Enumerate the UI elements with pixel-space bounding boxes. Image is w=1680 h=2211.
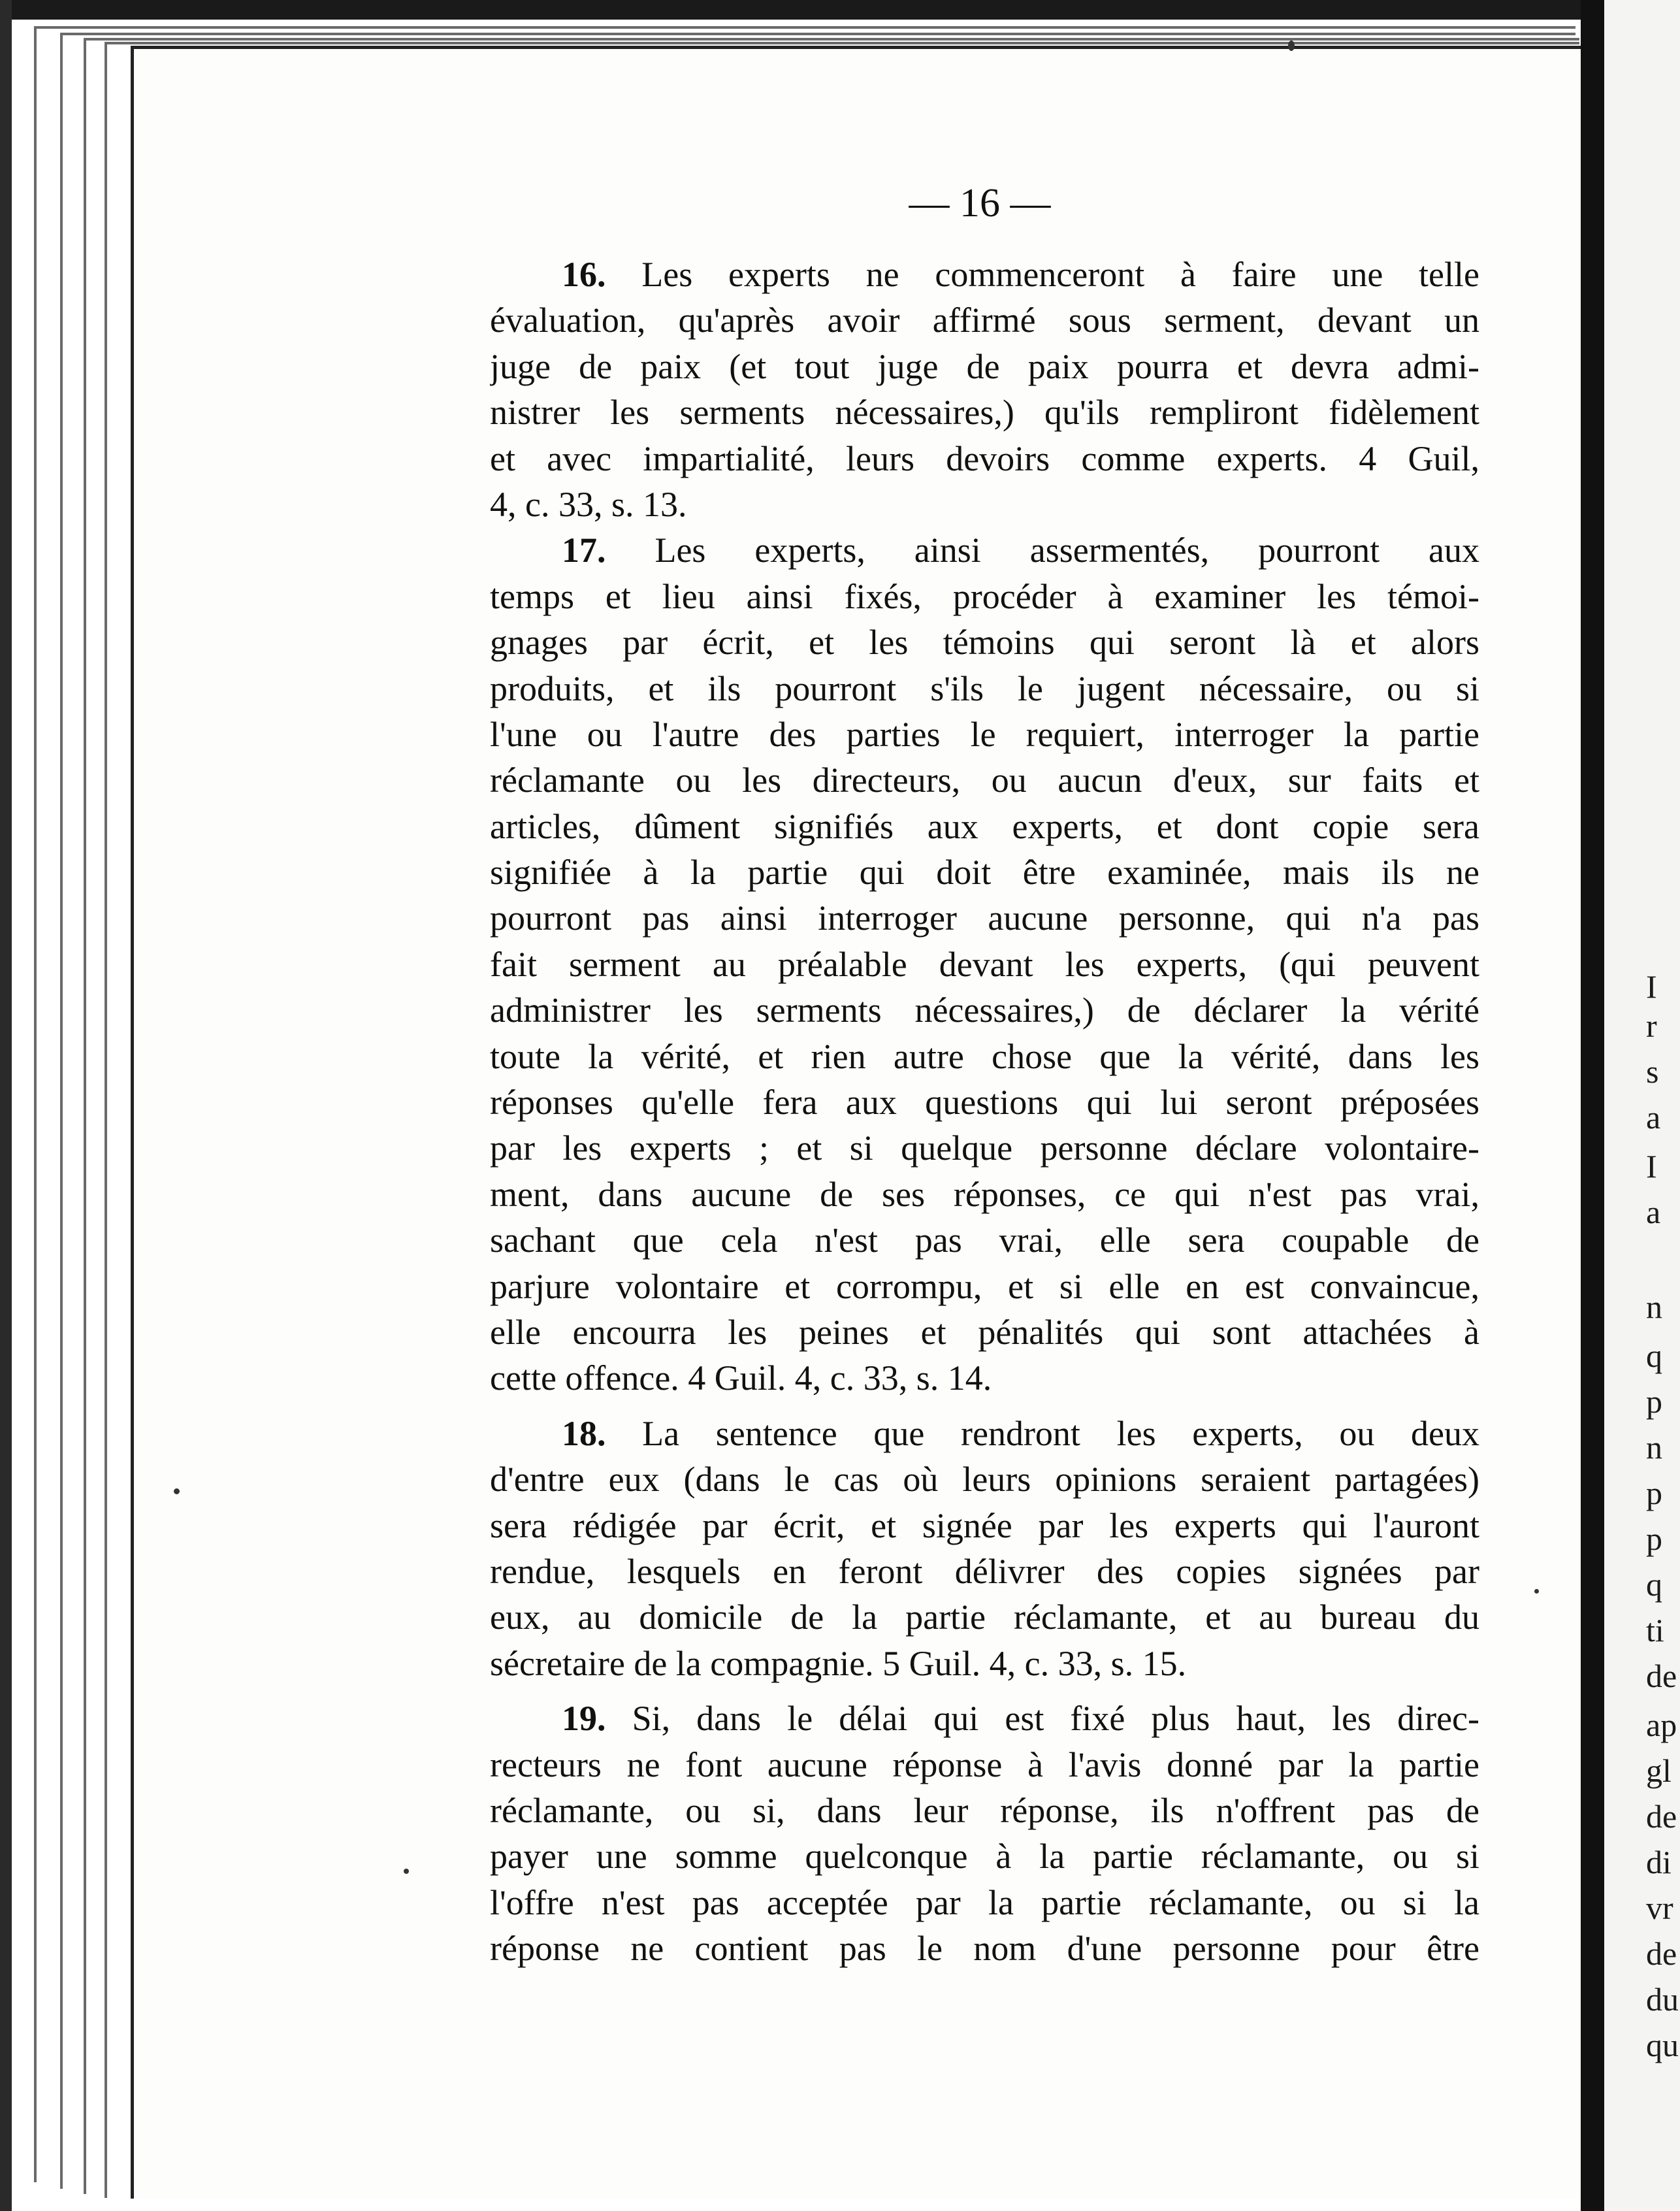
text-line: 4, c. 33, s. 13. bbox=[490, 484, 687, 524]
text-line: et avec impartialité, leurs devoirs comme experts. 4 Guil, bbox=[490, 438, 1479, 478]
adjacent-page-fragment: p bbox=[1646, 1383, 1662, 1420]
text-line: d'entre eux (dans le cas où leurs opinions seraient partagées) bbox=[490, 1460, 1479, 1499]
page-edge bbox=[60, 33, 1575, 35]
page-edge bbox=[84, 38, 1579, 41]
article-number: 19. bbox=[562, 1699, 606, 1739]
scanner-frame-left bbox=[0, 0, 12, 2211]
adjacent-page-fragment: vr bbox=[1646, 1890, 1673, 1926]
adjacent-page-fragment: a bbox=[1646, 1099, 1661, 1136]
adjacent-page-fragment: n bbox=[1646, 1288, 1662, 1325]
text-line: payer une somme quelconque à la partie réclamante, ou si bbox=[490, 1837, 1479, 1876]
adjacent-page-fragment: I bbox=[1646, 1148, 1657, 1185]
scan-speck bbox=[404, 1869, 409, 1874]
text-line: toute la vérité, et rien autre chose que la vérité, dans les bbox=[490, 1036, 1479, 1076]
adjacent-page-fragment: gl bbox=[1646, 1752, 1672, 1789]
adjacent-page-fragment: s bbox=[1646, 1053, 1659, 1090]
page-number: — 16 — bbox=[909, 181, 1051, 225]
text-line: réclamante, ou si, dans leur réponse, ils n'offrent pas de bbox=[490, 1790, 1479, 1830]
text-line: nistrer les serments nécessaires,) qu'ils rempliront fidèlement bbox=[490, 393, 1479, 433]
adjacent-page-fragment: di bbox=[1646, 1844, 1672, 1880]
adjacent-page-fragment: de bbox=[1646, 1658, 1677, 1694]
text-line: sécretaire de la compagnie. 5 Guil. 4, c. 33, s. 15. bbox=[490, 1643, 1187, 1683]
adjacent-page-fragment: de bbox=[1646, 1798, 1677, 1835]
text-line: 17. Les experts, ainsi assermentés, pourront aux bbox=[562, 531, 1479, 570]
adjacent-page-fragment: du bbox=[1646, 1981, 1679, 2018]
text-line: produits, et ils pourront s'ils le jugent nécessaire, ou si bbox=[490, 668, 1479, 708]
text-line: 19. Si, dans le délai qui est fixé plus haut, les direc- bbox=[562, 1699, 1479, 1739]
text-line: gnages par écrit, et les témoins qui seront là et alors bbox=[490, 623, 1479, 663]
adjacent-page-fragment: de bbox=[1646, 1935, 1677, 1972]
book-gutter bbox=[1581, 0, 1604, 2211]
adjacent-page-fragment: I bbox=[1646, 968, 1657, 1005]
text-line: sera rédigée par écrit, et signée par les experts qui l'auront bbox=[490, 1505, 1479, 1545]
page-edge bbox=[34, 26, 37, 2182]
scan-speck bbox=[1534, 1589, 1539, 1594]
adjacent-page-fragment: p bbox=[1646, 1520, 1662, 1557]
text-line: évaluation, qu'après avoir affirmé sous serment, devant un bbox=[490, 301, 1479, 340]
page-edge bbox=[105, 42, 1579, 44]
text-line: réclamante ou les directeurs, ou aucun d'eux, sur faits et bbox=[490, 761, 1479, 800]
text-line: elle encourra les peines et pénalités qui sont attachées à bbox=[490, 1312, 1479, 1352]
text-line: signifiée à la partie qui doit être examinée, mais ils ne bbox=[490, 853, 1479, 893]
text-line: parjure volontaire et corrompu, et si elle en est convaincue, bbox=[490, 1266, 1479, 1306]
text-line: ment, dans aucune de ses réponses, ce qui n'est pas vrai, bbox=[490, 1174, 1479, 1214]
adjacent-page-fragment: a bbox=[1646, 1194, 1661, 1230]
paragraph-gap bbox=[490, 1401, 1479, 1411]
text-line: recteurs ne font aucune réponse à l'avis donné par la partie bbox=[490, 1744, 1479, 1784]
adjacent-page-fragment: ap bbox=[1646, 1707, 1677, 1743]
text-line: articles, dûment signifiés aux experts, et dont copie sera bbox=[490, 806, 1479, 846]
text-line: rendue, lesquels en feront délivrer des copies signées par bbox=[490, 1551, 1479, 1591]
text-line: cette offence. 4 Guil. 4, c. 33, s. 14. bbox=[490, 1358, 992, 1398]
article-number: 16. bbox=[562, 255, 606, 294]
text-line: administrer les serments nécessaires,) de déclarer la vérité bbox=[490, 991, 1479, 1030]
adjacent-page-fragment: q bbox=[1646, 1337, 1662, 1374]
text-line: réponses qu'elle fera aux questions qui lui seront préposées bbox=[490, 1083, 1479, 1122]
adjacent-page-fragment: n bbox=[1646, 1429, 1662, 1466]
page-body bbox=[490, 252, 1479, 1971]
page-edge bbox=[84, 38, 86, 2194]
article-number: 17. bbox=[562, 531, 606, 570]
text-line: pourront pas ainsi interroger aucune personne, qui n'a pas bbox=[490, 898, 1479, 938]
text-line: réponse ne contient pas le nom d'une personne pour être bbox=[490, 1929, 1479, 1969]
page-edge bbox=[34, 26, 1575, 29]
adjacent-page-fragment: qu bbox=[1646, 2027, 1679, 2063]
scan-speck bbox=[174, 1488, 180, 1494]
paragraph-gap bbox=[490, 1686, 1479, 1695]
text-line: juge de paix (et tout juge de paix pourra et devra admi- bbox=[490, 346, 1479, 386]
page-edge bbox=[60, 33, 63, 2189]
text-line: 18. La sentence que rendront les experts, ou deux bbox=[562, 1413, 1479, 1453]
text-line: l'offre n'est pas acceptée par la partie réclamante, ou si la bbox=[490, 1882, 1479, 1922]
text-line: par les experts ; et si quelque personne déclare volontaire- bbox=[490, 1128, 1479, 1168]
text-line: l'une ou l'autre des parties le requiert, interroger la partie bbox=[490, 714, 1479, 754]
text-line: temps et lieu ainsi fixés, procéder à examiner les témoi- bbox=[490, 576, 1479, 616]
adjacent-page-fragment: q bbox=[1646, 1566, 1662, 1603]
page-edge bbox=[105, 42, 107, 2198]
adjacent-page-fragment: ti bbox=[1646, 1612, 1664, 1648]
article-number: 18. bbox=[562, 1413, 606, 1453]
text-line: 16. Les experts ne commenceront à faire une telle bbox=[562, 255, 1479, 294]
scanner-frame-top bbox=[0, 0, 1680, 20]
text-line: fait serment au préalable devant les experts, (qui peuvent bbox=[490, 944, 1479, 984]
scan-speck bbox=[1288, 41, 1295, 51]
adjacent-page-fragment: r bbox=[1646, 1007, 1657, 1044]
text-line: eux, au domicile de la partie réclamante, et au bureau du bbox=[490, 1597, 1479, 1637]
adjacent-page-fragment: p bbox=[1646, 1475, 1662, 1511]
text-line: sachant que cela n'est pas vrai, elle sera coupable de bbox=[490, 1220, 1479, 1260]
